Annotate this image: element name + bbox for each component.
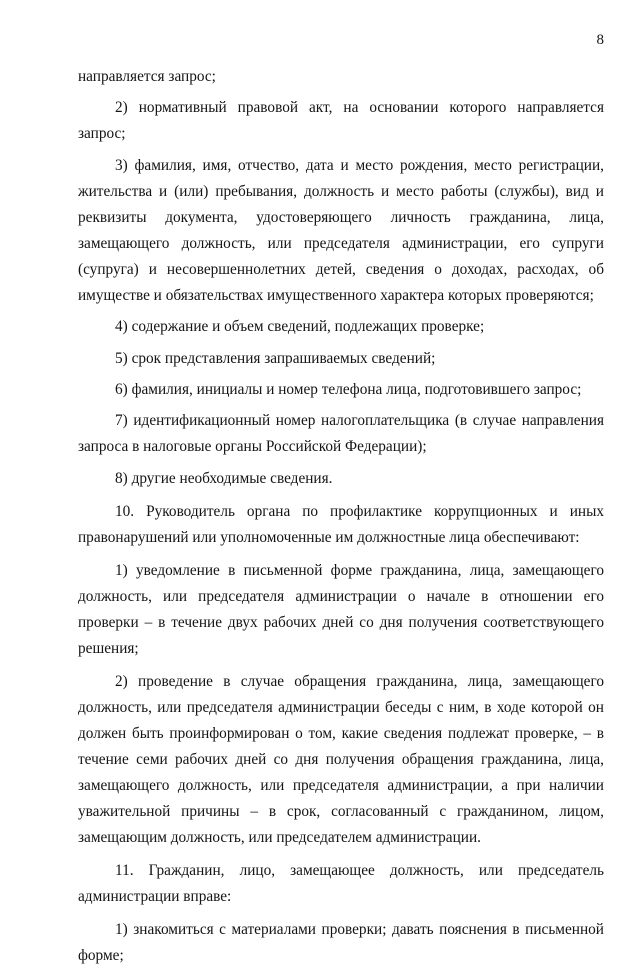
- paragraph-section-11: 11. Гражданин, лицо, замещающее должность, или председатель администрации вправе:: [78, 861, 604, 905]
- paragraph-item-6: 6) фамилия, инициалы и номер телефона лица, подготовившего запрос;: [115, 380, 582, 398]
- paragraph-section-11-item-1: 1) знакомиться с материалами проверки; давать пояснения в письменной форме;: [78, 920, 604, 964]
- paragraph-item-2: 2) нормативный правовой акт, на основании которого направляется запрос;: [78, 99, 604, 143]
- paragraph-section-10-item-2: 2) проведение в случае обращения гражданина, лица, замещающего должность, или председателя администрации беседы с ним, в ходе которой он должен быть проинформирован о том, какие сведения подлежат проверке, – в течение семи рабочих дней со дня получения обращения гражданина, лица, замещающего должность, или председателя администрации, а при наличии уважительной причины – в срок, согласованный с гражданином, лицом, замещающим должность, или председателем администрации.: [78, 672, 604, 846]
- paragraph-item-8: 8) другие необходимые сведения.: [115, 469, 333, 487]
- paragraph-section-10-item-1: 1) уведомление в письменной форме гражданина, лица, замещающего должность, или председателя администрации о начале в отношении его проверки – в течение двух рабочих дней со дня получения соответствующего решения;: [78, 561, 604, 657]
- paragraph-continuation: направляется запрос;: [78, 68, 216, 85]
- paragraph-item-3: 3) фамилия, имя, отчество, дата и место рождения, место регистрации, жительства и (или) пребывания, должность и место работы (службы), вид и реквизиты документа, удостоверяющего личность гражданина, лица, замещающего должность, или председателя администрации, его супруги (супруга) и несовершеннолетних детей, сведения о доходах, расходах, об имуществе и обязательствах имущественного характера которых проверяются;: [78, 156, 604, 304]
- paragraph-item-7: 7) идентификационный номер налогоплательщика (в случае направления запроса в налоговые органы Российской Федерации);: [78, 412, 604, 456]
- page-number: 8: [596, 32, 604, 48]
- paragraph-section-10: 10. Руководитель органа по профилактике коррупционных и иных правонарушений или уполномоченные им должностные лица обеспечивают:: [78, 502, 604, 546]
- paragraph-item-4: 4) содержание и объем сведений, подлежащих проверке;: [115, 318, 485, 336]
- paragraph-item-5: 5) срок представления запрашиваемых сведений;: [115, 349, 436, 367]
- document-body: [78, 64, 604, 974]
